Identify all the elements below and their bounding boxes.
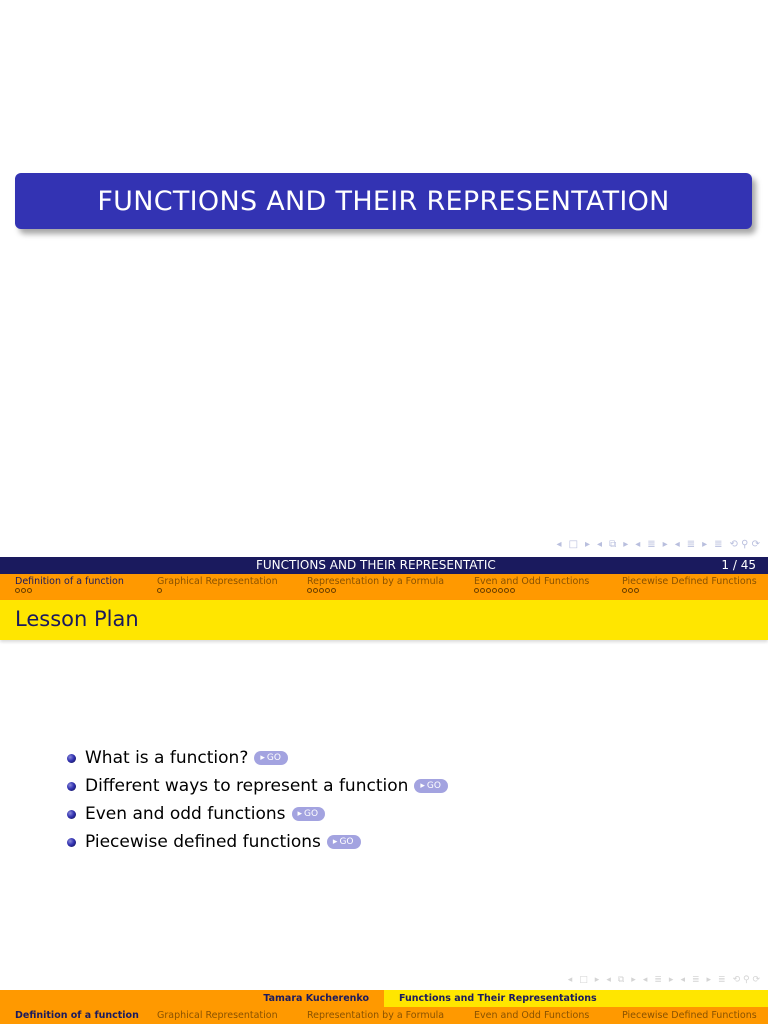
nav-next-frame-icon[interactable]: ▸ xyxy=(623,539,629,550)
section-even-odd[interactable] xyxy=(474,576,589,593)
frame-dot[interactable] xyxy=(622,588,627,593)
lesson-plan-slide xyxy=(0,557,768,1024)
title-banner xyxy=(15,173,752,229)
navigation-symbols xyxy=(557,539,760,550)
list-item xyxy=(67,744,448,772)
headline-bar xyxy=(0,557,768,574)
nav-prev-section-icon[interactable]: ◂ xyxy=(674,539,680,550)
footer-section-formula[interactable]: Representation by a Formula xyxy=(307,1010,445,1021)
section-definition[interactable] xyxy=(15,576,124,593)
nav-prev-subsection-icon[interactable]: ◂ xyxy=(642,975,648,985)
go-label: GO xyxy=(266,753,281,763)
footline-info xyxy=(0,990,768,1007)
frame-dots xyxy=(622,588,757,593)
frame-dot[interactable] xyxy=(331,588,336,593)
nav-search-icon[interactable]: ⟲ ⚲ ⟳ xyxy=(729,539,760,550)
bullet-ball-icon xyxy=(67,782,76,791)
nav-prev-slide-icon[interactable]: ◂ xyxy=(567,975,573,985)
nav-subsection-icon[interactable]: ≣ xyxy=(654,975,662,985)
nav-frame-icon[interactable]: ⧉ xyxy=(617,975,625,985)
frame-dot[interactable] xyxy=(480,588,485,593)
footline xyxy=(0,990,768,1024)
author-name: Tamara Kucherenko xyxy=(263,993,369,1004)
go-arrow-icon: ▸ xyxy=(332,837,338,847)
frame-dot[interactable] xyxy=(15,588,20,593)
frame-dot[interactable] xyxy=(510,588,515,593)
item-text: Different ways to represent a function xyxy=(85,776,409,796)
frame-dot[interactable] xyxy=(486,588,491,593)
navigation-symbols xyxy=(568,975,760,985)
frame-dots xyxy=(157,588,278,593)
frame-dot[interactable] xyxy=(634,588,639,593)
frame-title-bar xyxy=(0,600,768,640)
go-button[interactable] xyxy=(292,807,326,821)
nav-next-slide-icon[interactable]: ▸ xyxy=(594,975,600,985)
frame-dot[interactable] xyxy=(325,588,330,593)
go-button[interactable] xyxy=(414,779,448,793)
nav-prev-subsection-icon[interactable]: ◂ xyxy=(635,539,641,550)
nav-doc-icon[interactable]: ≣ xyxy=(714,539,723,550)
frame-dots xyxy=(474,588,589,593)
nav-next-section-icon[interactable]: ▸ xyxy=(702,539,708,550)
frame-dot[interactable] xyxy=(498,588,503,593)
item-text: Even and odd functions xyxy=(85,804,286,824)
frame-dot[interactable] xyxy=(313,588,318,593)
page-number: 1 / 45 xyxy=(721,558,756,572)
frame-dot[interactable] xyxy=(307,588,312,593)
frame-title: Lesson Plan xyxy=(15,607,139,631)
frame-dot[interactable] xyxy=(474,588,479,593)
list-item xyxy=(67,772,448,800)
section-label: Even and Odd Functions xyxy=(474,576,590,587)
frame-dot[interactable] xyxy=(319,588,324,593)
go-arrow-icon: ▸ xyxy=(297,809,303,819)
go-arrow-icon: ▸ xyxy=(420,781,425,791)
section-label: Piecewise Defined Functions xyxy=(622,576,757,587)
frame-dot[interactable] xyxy=(504,588,509,593)
list-item xyxy=(67,800,448,828)
frame-dot[interactable] xyxy=(157,588,162,593)
section-piecewise[interactable] xyxy=(622,576,757,593)
item-text: Piecewise defined functions xyxy=(85,832,321,852)
frame-dot[interactable] xyxy=(21,588,26,593)
footer-section-definition[interactable]: Definition of a function xyxy=(15,1010,139,1021)
nav-prev-frame-icon[interactable]: ◂ xyxy=(606,975,611,985)
section-label: Representation by a Formula xyxy=(307,576,445,587)
nav-search-icon[interactable]: ⟲ ⚲ ⟳ xyxy=(732,975,760,985)
frame-dots xyxy=(15,588,124,593)
nav-next-subsection-icon[interactable]: ▸ xyxy=(668,975,674,985)
nav-prev-frame-icon[interactable]: ◂ xyxy=(597,539,603,550)
nav-prev-slide-icon[interactable]: ◂ xyxy=(556,539,562,550)
presentation-title: FUNCTIONS AND THEIR REPRESENTATION xyxy=(97,186,670,217)
frame-dots xyxy=(307,588,444,593)
nav-prev-section-icon[interactable]: ◂ xyxy=(680,975,685,985)
section-navigation xyxy=(0,574,768,600)
nav-next-section-icon[interactable]: ▸ xyxy=(706,975,712,985)
footline-author-box xyxy=(0,990,384,1007)
section-graphical[interactable] xyxy=(157,576,278,593)
list-item xyxy=(67,828,448,856)
go-label: GO xyxy=(426,781,441,791)
frame-dot[interactable] xyxy=(492,588,497,593)
go-label: GO xyxy=(304,809,319,819)
headline-title: FUNCTIONS AND THEIR REPRESENTATIC xyxy=(256,558,496,572)
section-formula[interactable] xyxy=(307,576,444,593)
bullet-ball-icon xyxy=(67,838,76,847)
nav-section-icon[interactable]: ≣ xyxy=(686,539,696,550)
nav-next-frame-icon[interactable]: ▸ xyxy=(631,975,636,985)
section-label: Definition of a function xyxy=(15,576,124,587)
nav-section-icon[interactable]: ≣ xyxy=(691,975,700,985)
nav-doc-icon[interactable]: ≣ xyxy=(718,975,726,985)
item-text: What is a function? xyxy=(85,748,249,768)
go-label: GO xyxy=(339,837,354,847)
footer-section-graphical[interactable]: Graphical Representation xyxy=(157,1010,278,1021)
frame-dot[interactable] xyxy=(628,588,633,593)
bullet-ball-icon xyxy=(67,810,76,819)
lesson-list xyxy=(67,744,448,856)
footline-sections xyxy=(0,1007,768,1024)
bullet-ball-icon xyxy=(67,754,76,763)
section-label: Graphical Representation xyxy=(157,576,278,587)
go-button[interactable] xyxy=(327,835,361,849)
footer-section-piecewise[interactable]: Piecewise Defined Functions xyxy=(622,1010,757,1021)
frame-dot[interactable] xyxy=(27,588,32,593)
footer-section-even-odd[interactable]: Even and Odd Functions xyxy=(474,1010,590,1021)
go-button[interactable] xyxy=(254,751,288,765)
nav-next-slide-icon[interactable]: ▸ xyxy=(585,539,591,550)
nav-slide-icon[interactable]: □ xyxy=(579,975,588,985)
footline-title-box xyxy=(384,990,768,1007)
nav-subsection-icon[interactable]: ≣ xyxy=(647,539,656,550)
short-title: Functions and Their Representations xyxy=(399,993,597,1004)
nav-next-subsection-icon[interactable]: ▸ xyxy=(662,539,668,550)
go-arrow-icon: ▸ xyxy=(260,753,265,763)
nav-slide-icon[interactable]: □ xyxy=(568,539,579,550)
nav-frame-icon[interactable]: ⧉ xyxy=(609,539,617,550)
